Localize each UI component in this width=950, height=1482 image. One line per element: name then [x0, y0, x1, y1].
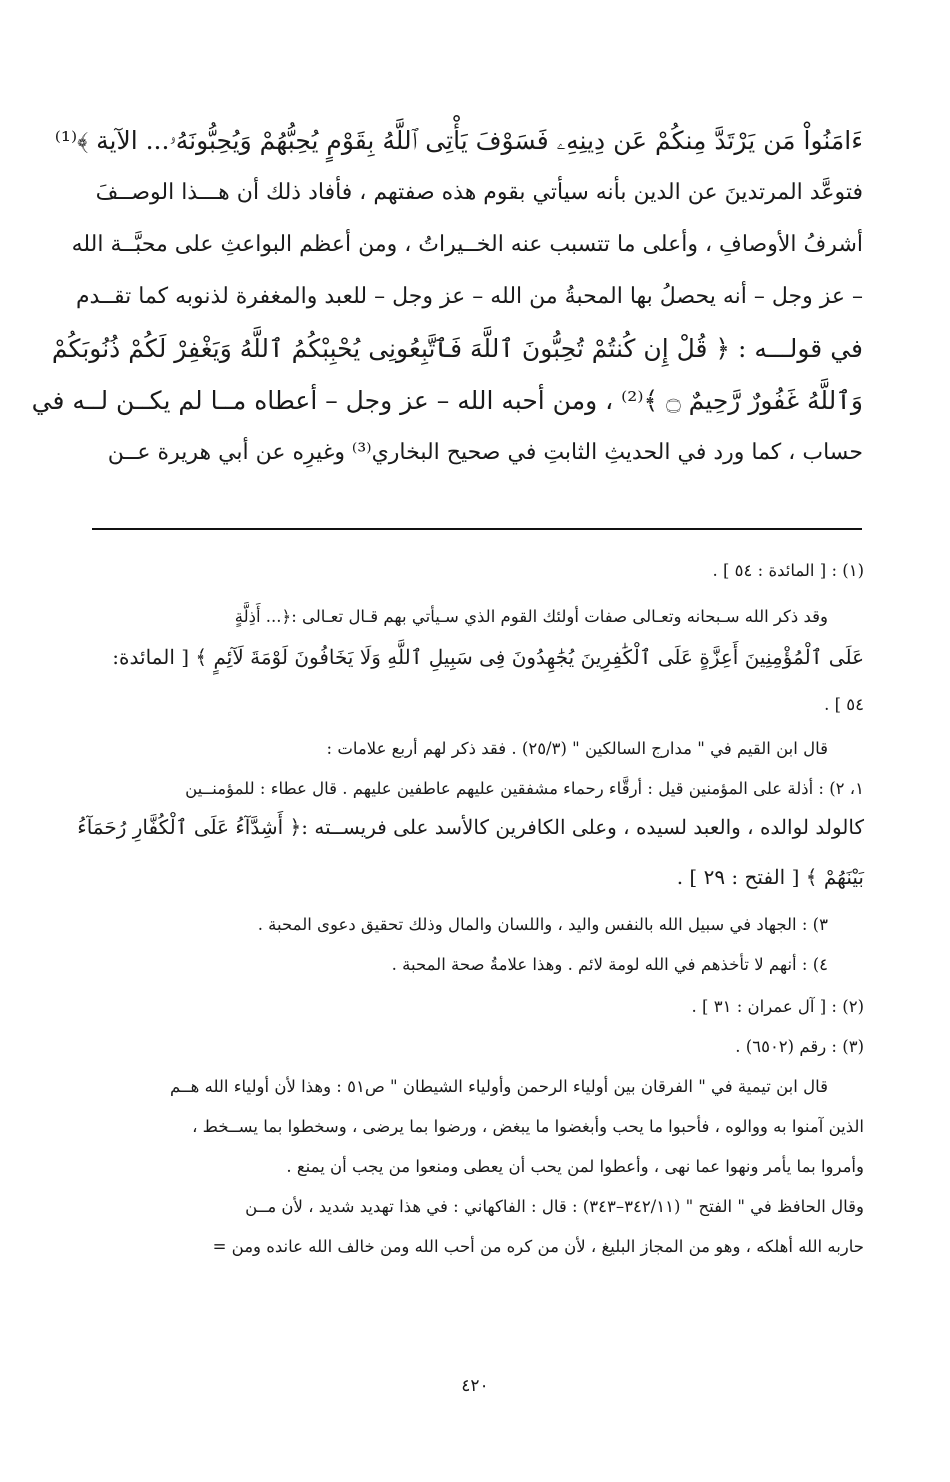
main-line-1: ءَامَنُواْ مَن يَرْتَدَّ مِنكُمْ عَن دِينِهِۦ فَسَوْفَ يَأْتِى ٱللَّهُ بِقَوْمٍ يُحِبُّهُمْ وَيُحِبُّونَهُۥ... الآية ﴾⁽¹⁾ [54, 126, 863, 155]
footnote-divider [92, 528, 862, 530]
footnote-1-text: وقد ذكر الله سـبحانه وتعـالى صفات أولئك القوم الذي سـيأتي بهم قـال تعـالى :﴿... أَذِلَّةٍ [234, 607, 828, 626]
main-text [31, 126, 863, 492]
footnote-1-verse-end: ٥٤ ] . [824, 695, 864, 714]
footnote-1-sign-1-2: ١، ٢) : أذلة على المؤمنين قيل : أرقَّاء رحماء مشفقين عليهم عاطفين عليهم . قال عطاء : للمؤمنــين [185, 779, 864, 798]
footnote-1-sign-3: ٣) : الجهاد في سبيل الله بالنفس واليد ، واللسان والمال وذلك تحقيق دعوى المحبة . [257, 915, 828, 934]
footnote-3-ibn-taymiyya: قال ابن تيمية في " الفرقان بين أولياء الرحمن وأولياء الشيطان " ص٥١ : وهذا لأن أولياء الله هــم [170, 1077, 828, 1096]
footnote-3-cont-1: الذين آمنوا به ووالوه ، فأحبوا ما يحب وأبغضوا ما يبغض ، ورضوا بما يرضى ، وسخطوا بما يســخط ، [192, 1117, 864, 1136]
main-line-3: أشرفُ الأوصافِ ، وأعلى ما تتسبب عنه الخــيراتُ ، ومن أعظم البواعثِ على محبَّــة الله [71, 232, 863, 257]
footnote-2-ref: (٢) : [ آل عمران : ٣١ ] . [691, 997, 864, 1016]
footnote-1-sign-4: ٤) : أنهم لا تأخذهم في الله لومة لائم . وهذا علامةُ صحة المحبة . [391, 955, 828, 974]
main-line-5: في قولـــه : ﴿ قُلْ إِن كُنتُمْ تُحِبُّونَ ٱللَّهَ فَٱتَّبِعُونِى يُحْبِبْكُمُ ٱللَّهُ وَيَغْفِرْ لَكُمْ ذُنُوبَكُمْ [51, 334, 863, 363]
footnote-3-ref: (٣) : رقم (٦٥٠٢) . [735, 1037, 864, 1056]
footnote-1-ibn-qayyim: قال ابن القيم في " مدارج السالكين " (٢٥/٣) . فقد ذكر لهم أربع علامات : [326, 739, 828, 758]
main-line-6: وَٱللَّهُ غَفُورٌ رَّحِيمٌ ۝ ﴾⁽²⁾ ، ومن أحبه الله – عز وجل – أعطاه مــا لم يكــن لــه في [31, 386, 863, 415]
main-line-2: فتوعَّد المرتدينَ عن الدين بأنه سيأتي بقوم هذه صفتهم ، فأفاد ذلك أن هـــذا الوصــفَ [95, 180, 863, 205]
footnote-1-verse: عَلَى ٱلْمُؤْمِنِينَ أَعِزَّةٍ عَلَى ٱلْكَٰفِرِينَ يُجَٰهِدُونَ فِى سَبِيلِ ٱللَّهِ وَلَا يَخَافُونَ لَوْمَةَ لَآئِمٍ ﴾ [ المائدة: [112, 645, 864, 669]
main-line-4: – عز وجل – أنه يحصلُ بها المحبةُ من الله – عز وجل – للعبد والمغفرة لذنوبه كما تقــدم [75, 284, 863, 309]
main-line-7: حساب ، كما ورد في الحديثِ الثابتِ في صحيح البخاري⁽³⁾ وغيرِه عن أبي هريرة عــن [107, 440, 863, 465]
footnote-1-sign-1-2-cont: كالولد لوالده ، والعبد لسيده ، وعلى الكافرين كالأسد على فريســته :﴿ أَشِدَّآءُ عَلَى ٱلْكُفَّارِ رُحَمَآءُ [77, 815, 864, 839]
footnote-3-hafiz: وقال الحافظ في " الفتح " (٣٤٢/١١–٣٤٣) : قال : الفاكهاني : في هذا تهديد شديد ، لأن مــن [245, 1197, 864, 1216]
footnote-1-sign-1-2-end: بَيْنَهُمْ ﴾ [ الفتح : ٢٩ ] . [676, 865, 864, 889]
footnote-3-cont-2: وأمروا بما يأمر ونهوا عما نهى ، وأعطوا لمن يحب أن يعطى ومنعوا من يجب أن يمنع . [286, 1157, 864, 1176]
page-number: ٤٢٠ [461, 1376, 489, 1396]
footnote-3-hafiz-cont: حاربه الله أهلكه ، وهو من المجاز البليغ ، لأن من كره من أحب الله ومن خالف الله عانده ومن = [212, 1237, 864, 1256]
footnote-1-ref: (١) : [ المائدة : ٥٤ ] . [712, 561, 864, 580]
